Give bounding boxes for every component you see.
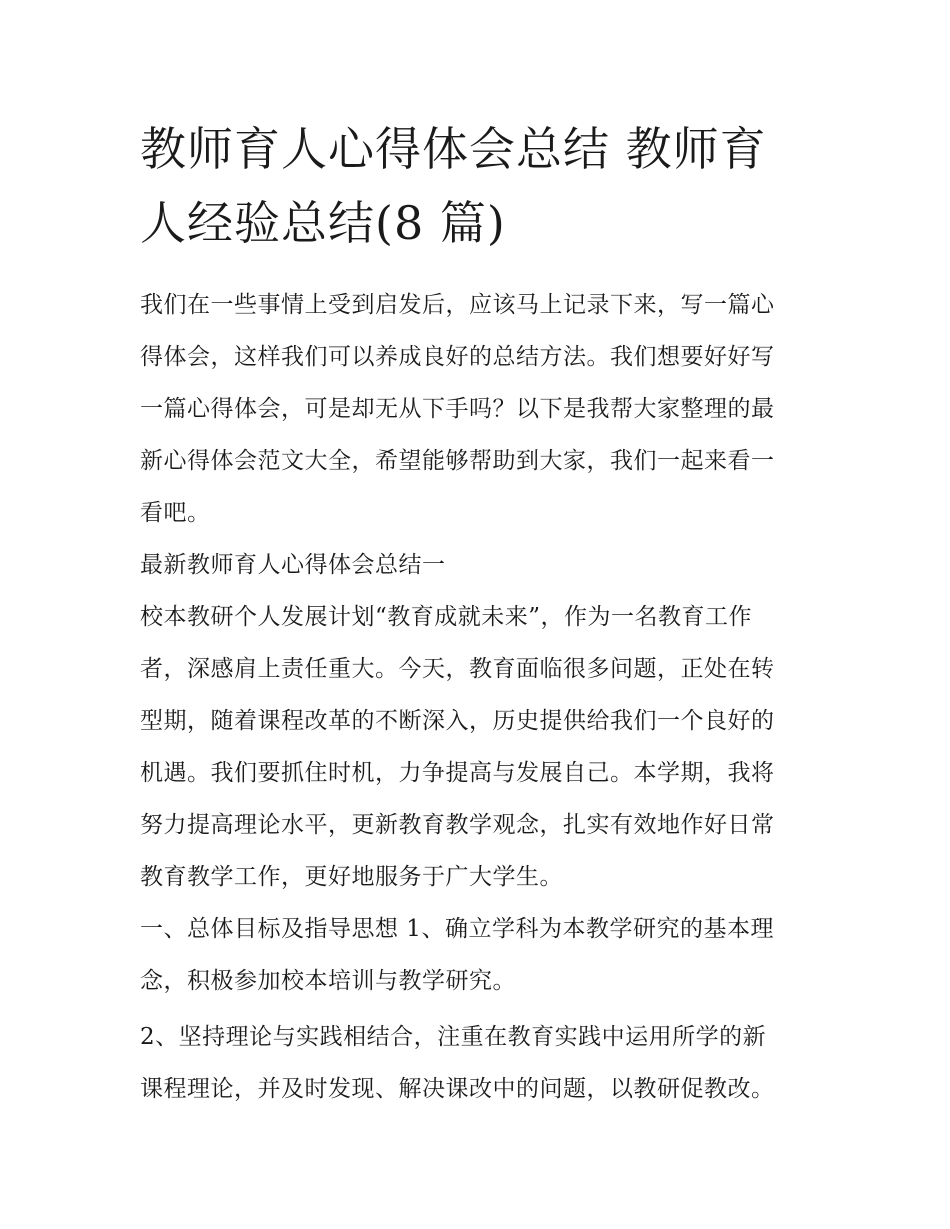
text-line: 努力提高理论水平，更新教育教学观念，扎实有效地作好日常 [140, 812, 775, 838]
body-paragraph [140, 903, 812, 1007]
section-heading [140, 539, 812, 591]
title-line: 教师育人心得体会总结 教师育 [140, 122, 767, 176]
document-body [140, 279, 812, 1115]
text-line: 校本教研个人发展计划“教育成就未来”，作为一名教育工作 [140, 604, 753, 630]
intro-paragraph [140, 279, 812, 539]
text-line: 课程理论，并及时发现、解决课改中的问题，以教研促教改。 [140, 1076, 775, 1102]
text-line: 得体会，这样我们可以养成良好的总结方法。我们想要好好写 [140, 344, 775, 370]
text-line: 最新教师育人心得体会总结一 [140, 552, 446, 578]
text-line: 新心得体会范文大全，希望能够帮助到大家，我们一起来看一 [140, 448, 775, 474]
text-line: 一、总体目标及指导思想 1、确立学科为本教学研究的基本理 [140, 916, 774, 942]
text-line: 教育教学工作，更好地服务于广大学生。 [140, 864, 563, 890]
text-line: 机遇。我们要抓住时机，力争提高与发展自己。本学期，我将 [140, 760, 775, 786]
body-paragraph [140, 591, 812, 903]
document-page [140, 112, 812, 1115]
text-line: 型期，随着课程改革的不断深入，历史提供给我们一个良好的 [140, 708, 775, 734]
text-line: 我们在一些事情上受到启发后，应该马上记录下来，写一篇心 [140, 292, 775, 318]
text-line: 念，积极参加校本培训与教学研究。 [140, 968, 516, 994]
title-line: 人经验总结(8 篇) [140, 196, 506, 250]
text-line: 看吧。 [140, 500, 211, 526]
text-line: 2、坚持理论与实践相结合，注重在教育实践中运用所学的新 [140, 1024, 767, 1050]
document-title [140, 112, 812, 260]
body-paragraph [140, 1011, 812, 1115]
text-line: 者，深感肩上责任重大。今天，教育面临很多问题，正处在转 [140, 656, 775, 682]
text-line: 一篇心得体会，可是却无从下手吗？以下是我帮大家整理的最 [140, 396, 775, 422]
